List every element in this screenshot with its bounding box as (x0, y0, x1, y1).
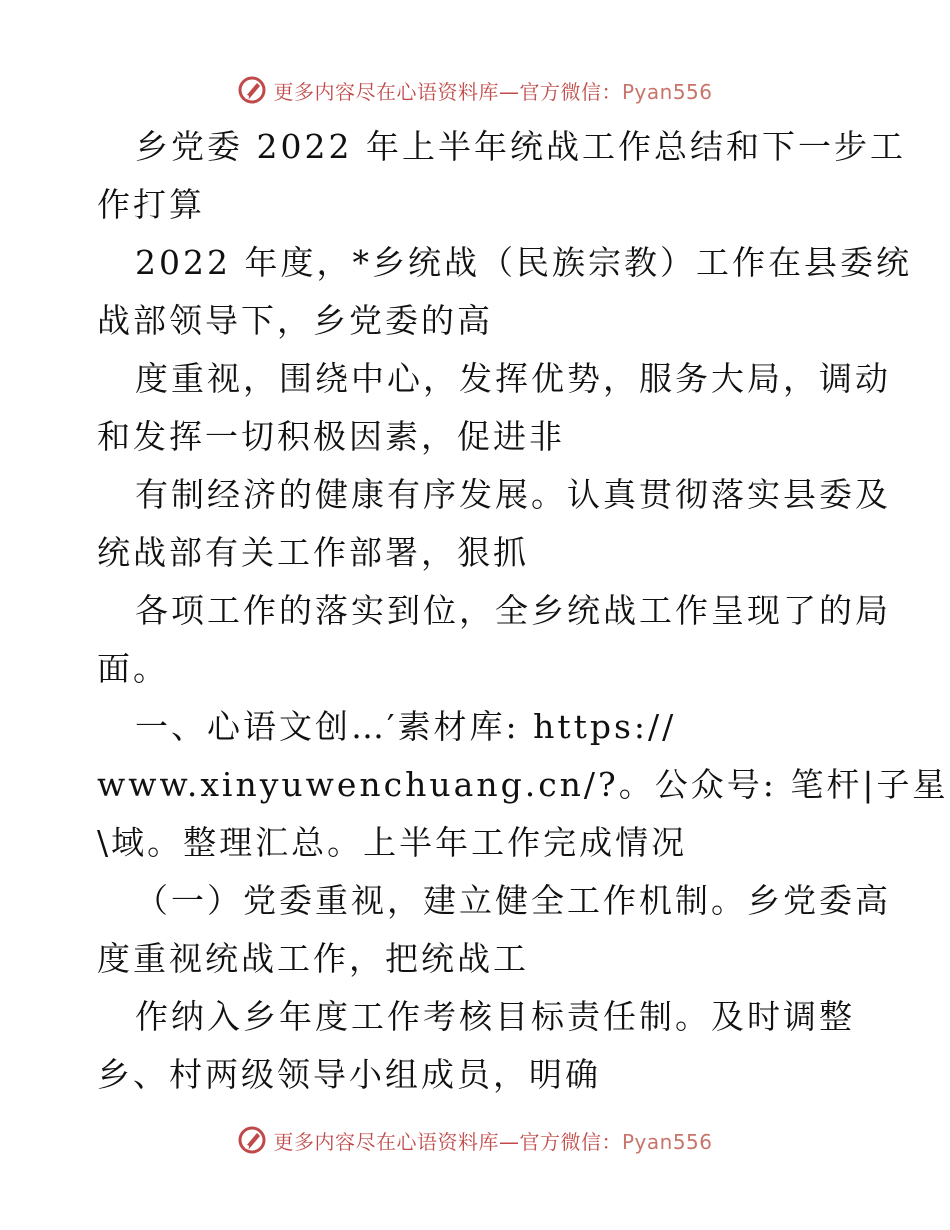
watermark-handle: Pyan556 (621, 79, 713, 104)
paragraph-line: 乡、村两级领导小组成员，明确 (97, 1055, 601, 1094)
section-heading-line: 一、心语文创…′素材库: https:// (135, 707, 677, 746)
section-heading-line: \域。整理汇总。上半年工作完成情况 (97, 823, 688, 862)
paragraph-line: 作纳入乡年度工作考核目标责任制。及时调整 (135, 997, 855, 1036)
paragraph-line: 度重视，围绕中心，发挥优势，服务大局，调动 (135, 359, 891, 398)
header-watermark (0, 70, 950, 110)
pen-logo-icon (237, 1125, 267, 1155)
paragraph-line: 度重视统战工作，把统战工 (97, 939, 529, 978)
pen-logo-icon (237, 75, 267, 105)
paragraph-line: 统战部有关工作部署，狠抓 (97, 533, 529, 572)
paragraph-line: 各项工作的落实到位，全乡统战工作呈现了的局 (135, 591, 891, 630)
paragraph-line: 和发挥一切积极因素，促进非 (97, 417, 565, 456)
paragraph-line: 有制经济的健康有序发展。认真贯彻落实县委及 (135, 475, 891, 514)
watermark-text (273, 76, 712, 105)
watermark-main: 更多内容尽在心语资料库—官方微信： (273, 1129, 622, 1154)
watermark-text (273, 1126, 712, 1155)
title-line-1: 乡党委 2022 年上半年统战工作总结和下一步工 (135, 127, 906, 166)
title-line-2: 作打算 (97, 185, 205, 224)
paragraph-line: 面。 (97, 649, 169, 688)
section-heading-line: www.xinyuwenchuang.cn/?。公众号: 笔杆|子星 (97, 765, 949, 804)
watermark-main: 更多内容尽在心语资料库—官方微信： (273, 79, 622, 104)
paragraph-line: 战部领导下，乡党委的高 (97, 301, 493, 340)
paragraph-line: （一）党委重视，建立健全工作机制。乡党委高 (135, 881, 891, 920)
footer-watermark (0, 1120, 950, 1160)
watermark-handle: Pyan556 (621, 1129, 713, 1154)
paragraph-line: 2022 年度，*乡统战（民族宗教）工作在县委统 (135, 243, 912, 282)
